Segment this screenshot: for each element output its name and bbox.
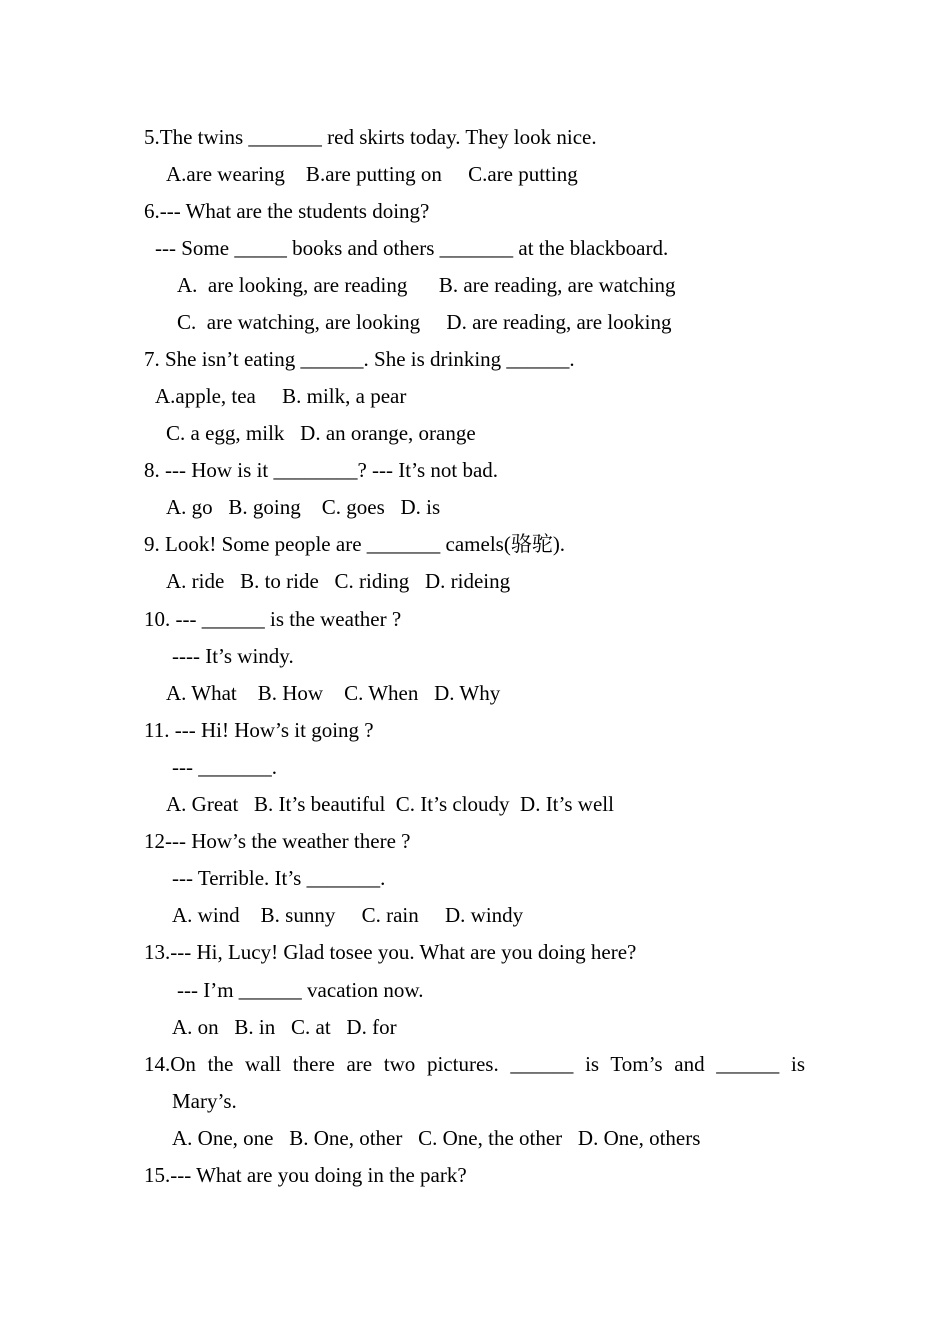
q14-options: A. One, one B. One, other C. One, the other D. One, others (172, 1126, 701, 1150)
q11-dialogue: --- _______. (172, 755, 277, 779)
q8-stem: 8. --- How is it ________? --- It’s not bad. (144, 458, 499, 482)
q7-options-cd: C. a egg, milk D. an orange, orange (166, 421, 476, 445)
q13-dialogue: --- I’m ______ vacation now. (177, 978, 424, 1002)
q6-dialogue: --- Some _____ books and others _______ at the blackboard. (155, 236, 669, 260)
q11-options: A. Great B. It’s beautiful C. It’s cloudy D. It’s well (166, 792, 614, 816)
q10-options: A. What B. How C. When D. Why (166, 681, 501, 705)
q14-stem: 14.On the wall there are two pictures. ______ is Tom’s and ______ is (144, 1052, 805, 1076)
q6-options-cd: C. are watching, are looking D. are reading, are looking (177, 310, 672, 334)
q13-options: A. on B. in C. at D. for (172, 1015, 397, 1039)
q5-stem: 5.The twins _______ red skirts today. They look nice. (144, 125, 597, 149)
q8-options: A. go B. going C. goes D. is (166, 495, 441, 519)
q5-options: A.are wearing B.are putting on C.are putting (166, 162, 578, 186)
q7-stem: 7. She isn’t eating ______. She is drinking ______. (144, 347, 575, 371)
q10-dialogue: ---- It’s windy. (172, 644, 294, 668)
q14-stem-continued: Mary’s. (172, 1089, 237, 1113)
q7-options-ab: A.apple, tea B. milk, a pear (155, 384, 407, 408)
q11-stem: 11. --- Hi! How’s it going ? (144, 718, 374, 742)
q9-options: A. ride B. to ride C. riding D. rideing (166, 569, 511, 593)
q6-stem: 6.--- What are the students doing? (144, 199, 430, 223)
q15-stem: 15.--- What are you doing in the park? (144, 1163, 467, 1187)
q12-options: A. wind B. sunny C. rain D. windy (172, 903, 524, 927)
q12-dialogue: --- Terrible. It’s _______. (172, 866, 386, 890)
q10-stem: 10. --- ______ is the weather ? (144, 607, 402, 631)
q12-stem: 12--- How’s the weather there ? (144, 829, 411, 853)
q13-stem: 13.--- Hi, Lucy! Glad tosee you. What are you doing here? (144, 940, 637, 964)
q9-stem: 9. Look! Some people are _______ camels(骆驼). (144, 532, 566, 556)
q6-options-ab: A. are looking, are reading B. are reading, are watching (177, 273, 676, 297)
